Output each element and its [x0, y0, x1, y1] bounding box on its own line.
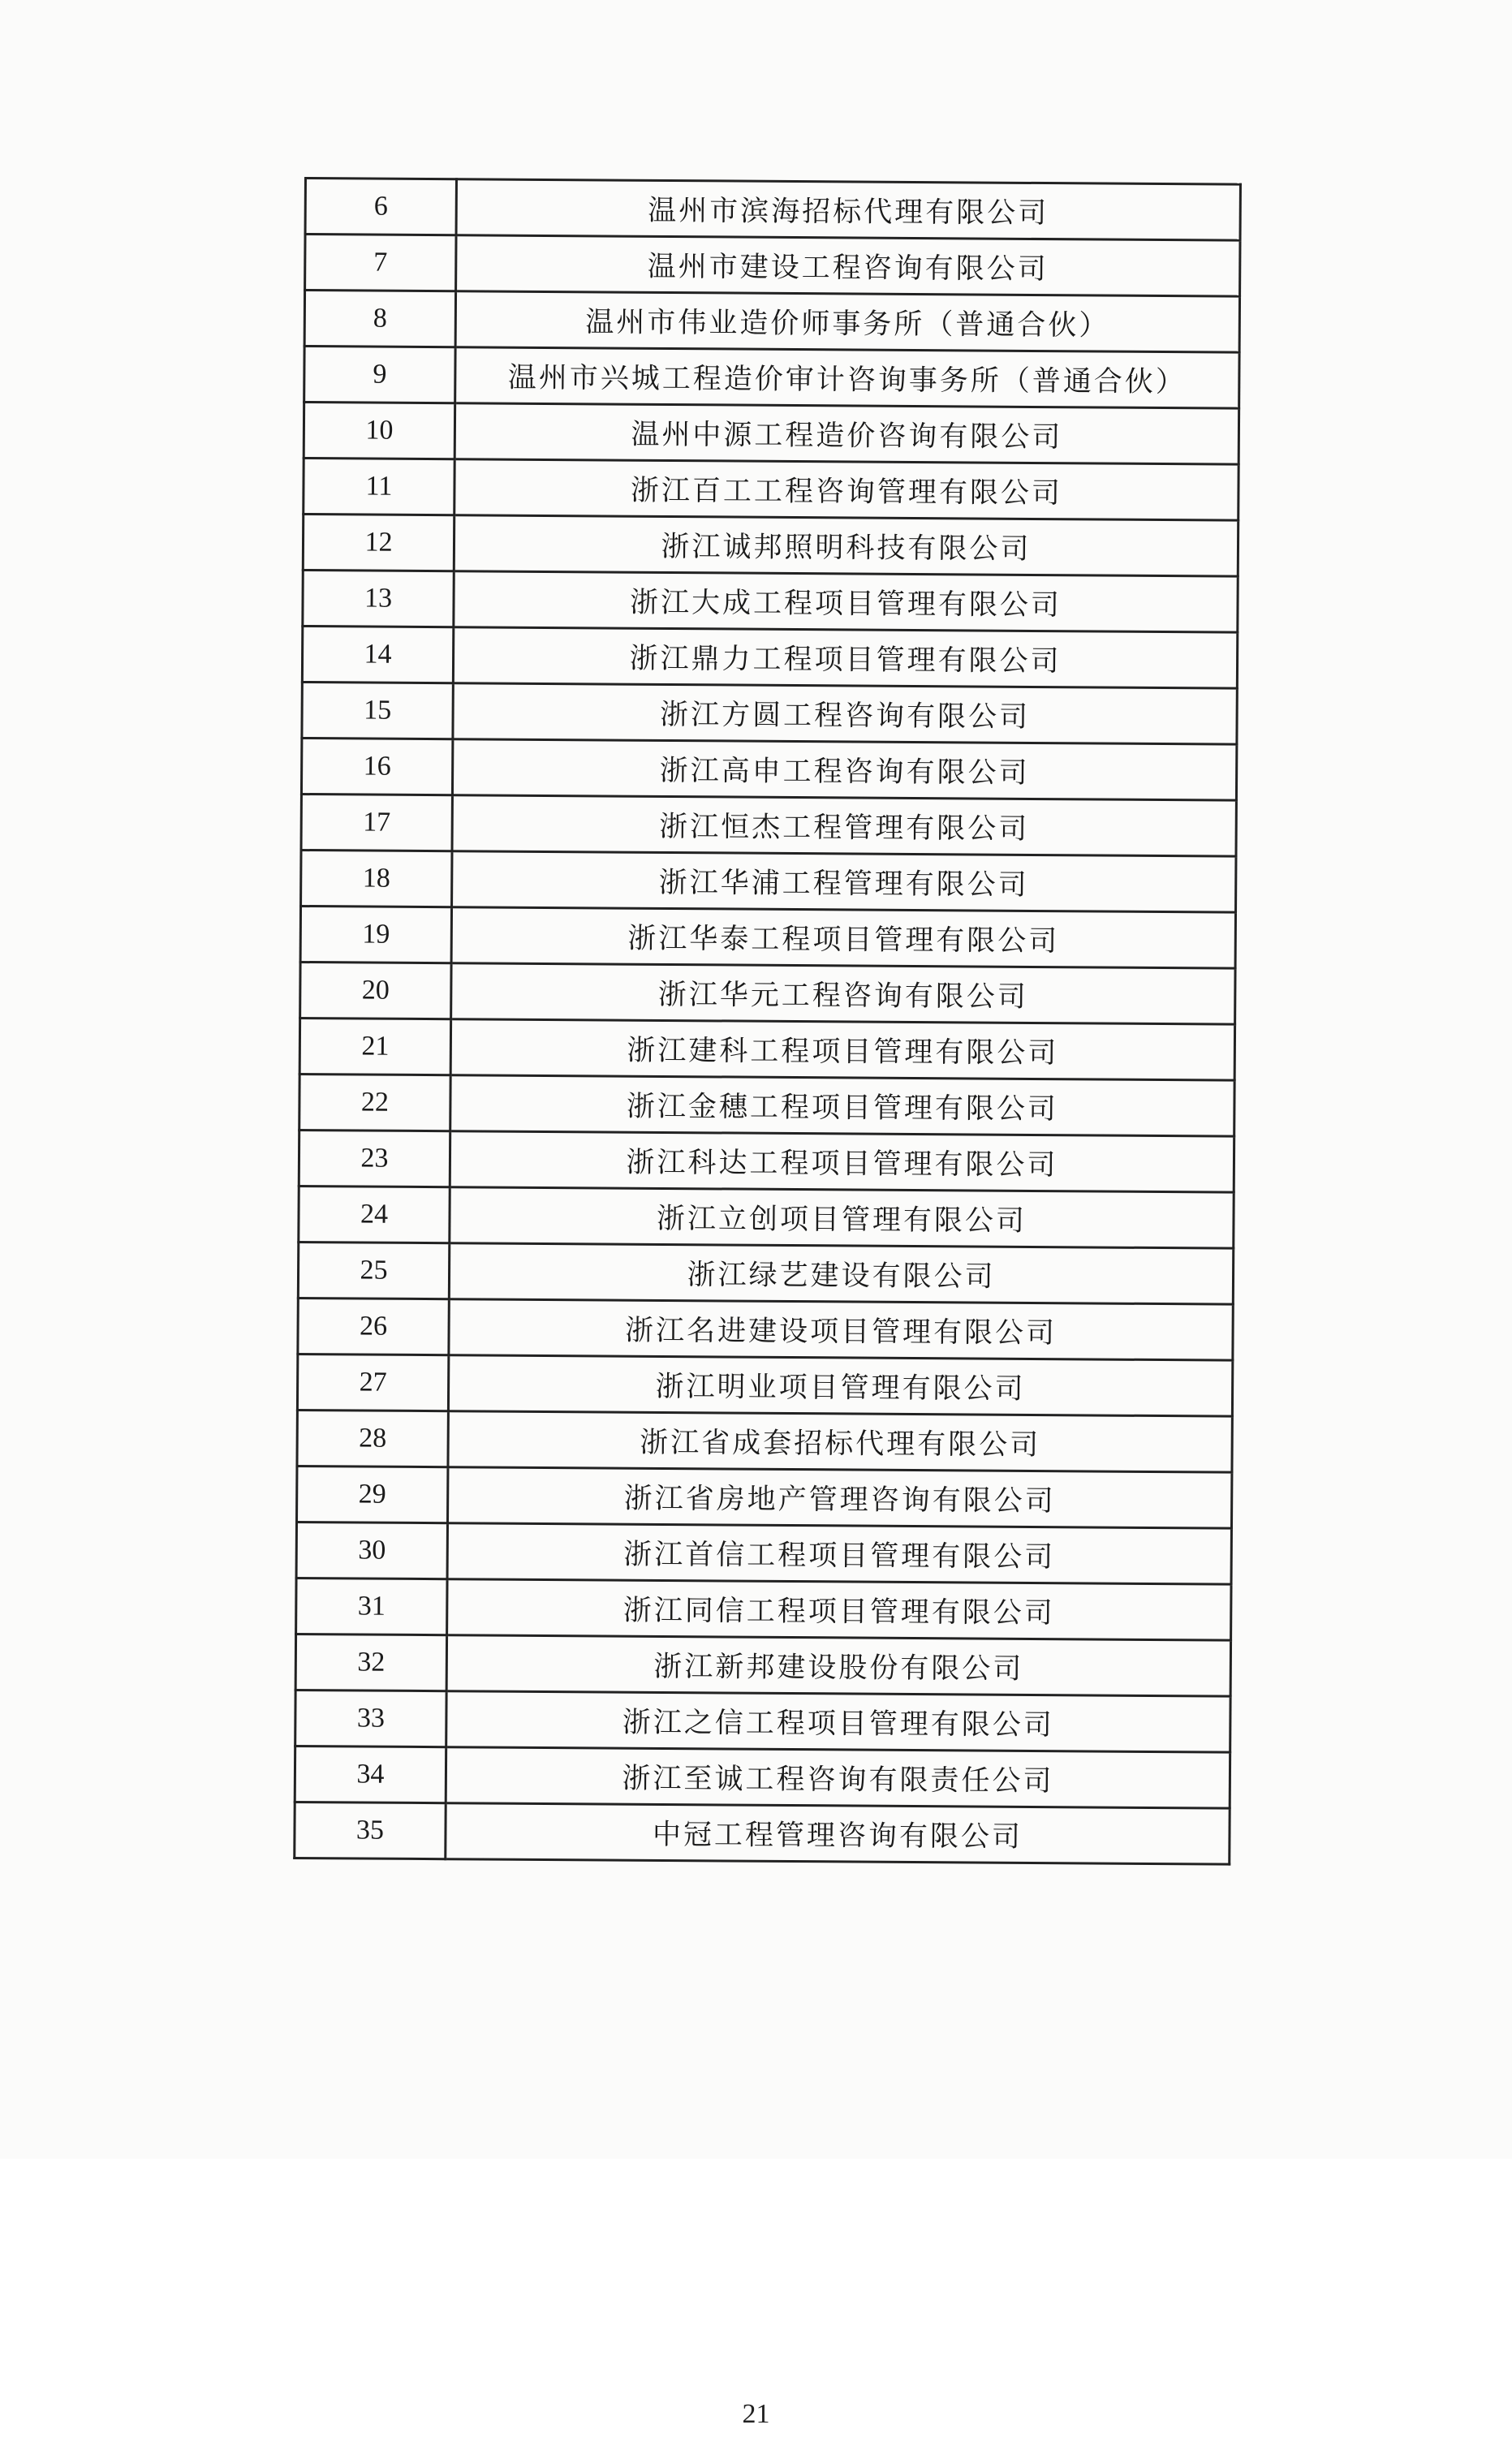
row-number: 7	[305, 235, 456, 291]
table-row	[301, 794, 1236, 856]
company-name: 浙江之信工程项目管理有限公司	[446, 1691, 1230, 1752]
company-name: 浙江金穗工程项目管理有限公司	[450, 1075, 1234, 1136]
company-name: 浙江恒杰工程管理有限公司	[452, 795, 1236, 856]
row-number: 23	[299, 1130, 450, 1187]
row-number: 25	[298, 1242, 449, 1299]
row-number: 14	[302, 626, 453, 683]
company-name: 温州中源工程造价咨询有限公司	[454, 403, 1238, 464]
row-number: 24	[299, 1186, 450, 1243]
company-name: 浙江鼎力工程项目管理有限公司	[453, 627, 1237, 688]
table-row	[296, 1578, 1231, 1640]
row-number: 32	[295, 1634, 446, 1690]
company-name: 浙江省成套招标代理有限公司	[448, 1411, 1232, 1472]
table-row	[303, 515, 1238, 577]
table-row	[305, 179, 1240, 241]
table-row	[301, 850, 1236, 912]
row-number: 33	[295, 1690, 446, 1746]
company-name: 浙江华元工程咨询有限公司	[451, 963, 1235, 1024]
company-name: 浙江华浦工程管理有限公司	[452, 851, 1236, 912]
row-number: 6	[305, 179, 456, 235]
company-name: 浙江明业项目管理有限公司	[448, 1355, 1232, 1416]
row-number: 9	[304, 347, 455, 403]
company-name: 浙江至诚工程咨询有限责任公司	[446, 1747, 1230, 1808]
table-row	[298, 1298, 1233, 1360]
company-name: 浙江立创项目管理有限公司	[450, 1187, 1234, 1248]
row-number: 21	[299, 1018, 450, 1075]
row-number: 35	[295, 1802, 446, 1858]
table-row	[298, 1242, 1233, 1304]
row-number: 18	[301, 850, 452, 907]
row-number: 28	[297, 1410, 448, 1466]
table-row	[297, 1354, 1232, 1416]
table-row	[305, 235, 1240, 297]
row-number: 16	[301, 738, 452, 795]
row-number: 10	[304, 403, 454, 459]
company-name: 浙江同信工程项目管理有限公司	[447, 1579, 1231, 1640]
table-row	[302, 626, 1237, 688]
company-list-table	[293, 177, 1242, 1866]
table-row	[295, 1690, 1230, 1752]
row-number: 20	[300, 962, 451, 1019]
table-row	[302, 682, 1237, 744]
table-row	[299, 1074, 1234, 1136]
table-row	[304, 403, 1238, 465]
company-name: 浙江建科工程项目管理有限公司	[450, 1019, 1234, 1080]
company-name: 浙江高申工程咨询有限公司	[452, 739, 1236, 800]
company-list-body	[295, 179, 1241, 1865]
table-row	[300, 906, 1235, 968]
company-name: 浙江百工工程咨询管理有限公司	[454, 459, 1238, 520]
table-row	[295, 1746, 1230, 1808]
page-number: 21	[742, 2399, 770, 2429]
table-row	[299, 1186, 1234, 1248]
table-row	[295, 1634, 1230, 1696]
row-number: 19	[300, 906, 451, 963]
row-number: 27	[297, 1354, 448, 1411]
company-name: 浙江首信工程项目管理有限公司	[447, 1523, 1231, 1584]
company-name: 浙江科达工程项目管理有限公司	[450, 1131, 1234, 1192]
row-number: 11	[304, 459, 454, 515]
company-name: 浙江诚邦照明科技有限公司	[454, 515, 1238, 576]
row-number: 13	[303, 570, 454, 627]
row-number: 22	[299, 1074, 450, 1131]
company-name: 浙江省房地产管理咨询有限公司	[448, 1467, 1232, 1528]
company-name: 浙江大成工程项目管理有限公司	[454, 571, 1238, 632]
row-number: 30	[296, 1522, 447, 1578]
row-number: 26	[298, 1298, 449, 1355]
table-row	[299, 1018, 1234, 1080]
company-name: 温州市兴城工程造价审计咨询事务所（普通合伙）	[455, 347, 1239, 408]
row-number: 8	[304, 291, 455, 347]
company-name: 中冠工程管理咨询有限公司	[446, 1803, 1230, 1864]
row-number: 17	[301, 794, 452, 851]
table-row	[304, 291, 1239, 353]
table-row	[301, 738, 1236, 800]
company-name: 浙江华泰工程项目管理有限公司	[451, 907, 1235, 968]
company-name: 浙江绿艺建设有限公司	[449, 1243, 1233, 1304]
table-row	[296, 1522, 1231, 1584]
company-name: 温州市建设工程咨询有限公司	[456, 235, 1240, 296]
table-row	[304, 459, 1238, 521]
company-name: 浙江新邦建设股份有限公司	[446, 1635, 1230, 1696]
row-number: 12	[303, 515, 454, 571]
company-name: 浙江方圆工程咨询有限公司	[453, 683, 1237, 744]
company-name: 温州市滨海招标代理有限公司	[456, 179, 1240, 240]
company-name: 浙江名进建设项目管理有限公司	[449, 1299, 1233, 1360]
row-number: 15	[302, 682, 453, 739]
row-number: 31	[296, 1578, 447, 1634]
table-row	[300, 962, 1235, 1024]
table-row	[303, 570, 1238, 632]
table-row	[297, 1466, 1232, 1528]
table-row	[297, 1410, 1232, 1472]
company-name: 温州市伟业造价师事务所（普通合伙）	[455, 291, 1239, 352]
table-row	[299, 1130, 1234, 1192]
row-number: 29	[297, 1466, 448, 1522]
row-number: 34	[295, 1746, 446, 1802]
table-row	[295, 1802, 1230, 1864]
table-row	[304, 347, 1239, 409]
